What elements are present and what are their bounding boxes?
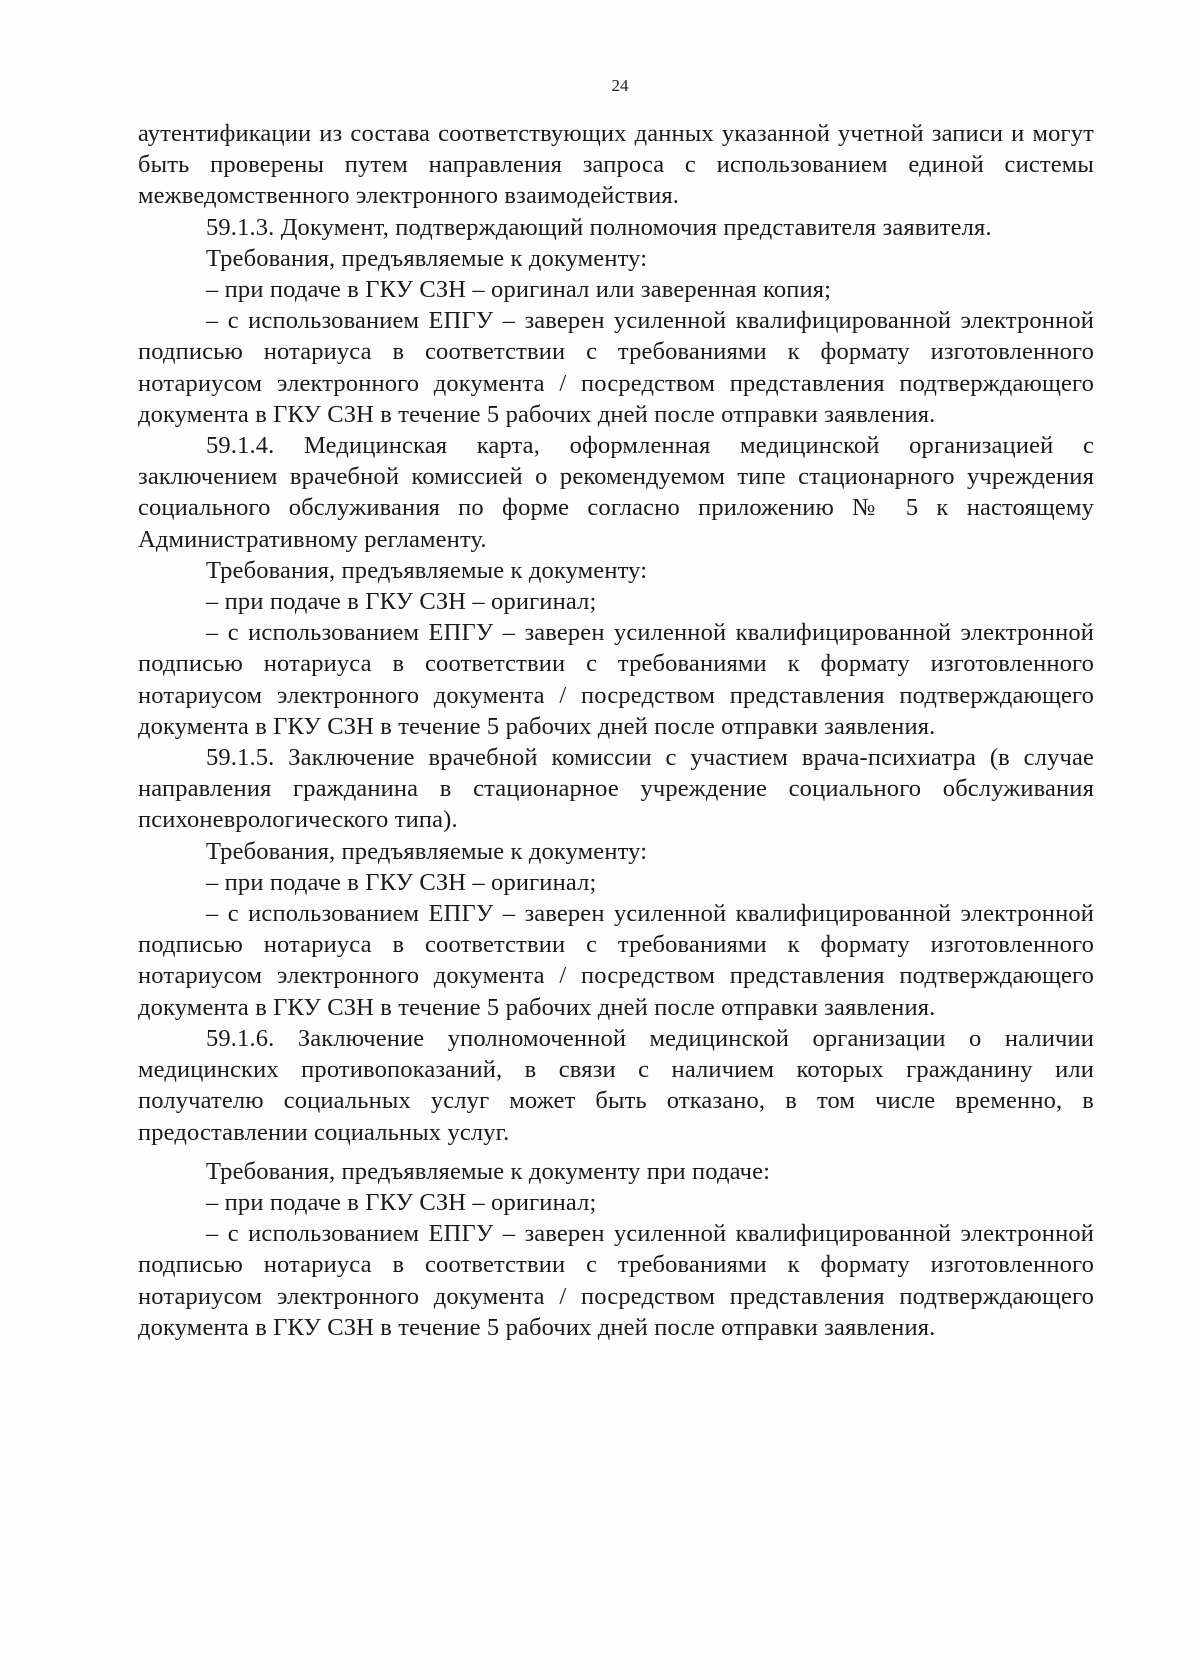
requirement-item: – при подаче в ГКУ СЗН – оригинал или заверенная копия;	[206, 276, 832, 304]
requirement-item: – при подаче в ГКУ СЗН – оригинал;	[206, 1188, 597, 1216]
paragraph-59-1-3-heading: 59.1.3. Документ, подтверждающий полномочия представителя заявителя.	[206, 213, 992, 241]
requirements-heading: Требования, предъявляемые к документу при подаче:	[206, 1157, 771, 1185]
paragraph-59-1-4-heading: 59.1.4. Медицинская карта, оформленная медицинской организацией с заключением врачебной комиссией о рекомендуемом типе стационарного учреждения социального обслуживания по форме согласно приложению № 5 к настоящему Административному регламенту.	[138, 432, 1094, 553]
requirement-item: – при подаче в ГКУ СЗН – оригинал;	[206, 588, 597, 616]
requirement-item: – с использованием ЕПГУ – заверен усиленной квалифицированной электронной подписью нотариуса в соответствии с требованиями к формату изготовленного нотариусом электронного документа / посредством представления подтверждающего документа в ГКУ СЗН в течение 5 рабочих дней после отправки заявления.	[138, 619, 1094, 740]
requirements-heading: Требования, предъявляемые к документу:	[206, 837, 648, 865]
requirement-item: – с использованием ЕПГУ – заверен усиленной квалифицированной электронной подписью нотариуса в соответствии с требованиями к формату изготовленного нотариусом электронного документа / посредством представления подтверждающего документа в ГКУ СЗН в течение 5 рабочих дней после отправки заявления.	[138, 307, 1094, 428]
paragraph-continuation: аутентификации из состава соответствующих данных указанной учетной записи и могут быть проверены путем направления запроса с использованием единой системы межведомственного электронного взаимодействия.	[138, 120, 1094, 210]
requirements-heading: Требования, предъявляемые к документу:	[206, 244, 648, 272]
document-body	[138, 118, 1094, 1343]
requirement-item: – с использованием ЕПГУ – заверен усиленной квалифицированной электронной подписью нотариуса в соответствии с требованиями к формату изготовленного нотариусом электронного документа / посредством представления подтверждающего документа в ГКУ СЗН в течение 5 рабочих дней после отправки заявления.	[138, 1220, 1094, 1341]
requirements-heading: Требования, предъявляемые к документу:	[206, 556, 648, 584]
paragraph-59-1-5-heading: 59.1.5. Заключение врачебной комиссии с участием врача-психиатра (в случае направления гражданина в стационарное учреждение социального обслуживания психоневрологического типа).	[138, 744, 1094, 834]
page-number: 24	[611, 76, 629, 95]
paragraph-59-1-6-heading: 59.1.6. Заключение уполномоченной медицинской организации о наличии медицинских противопоказаний, в связи с наличием которых гражданину или получателю социальных услуг может быть отказано, в том числе временно, в предоставлении социальных услуг.	[138, 1024, 1094, 1146]
requirement-item: – при подаче в ГКУ СЗН – оригинал;	[206, 868, 597, 896]
requirement-item: – с использованием ЕПГУ – заверен усиленной квалифицированной электронной подписью нотариуса в соответствии с требованиями к формату изготовленного нотариусом электронного документа / посредством представления подтверждающего документа в ГКУ СЗН в течение 5 рабочих дней после отправки заявления.	[138, 900, 1094, 1021]
